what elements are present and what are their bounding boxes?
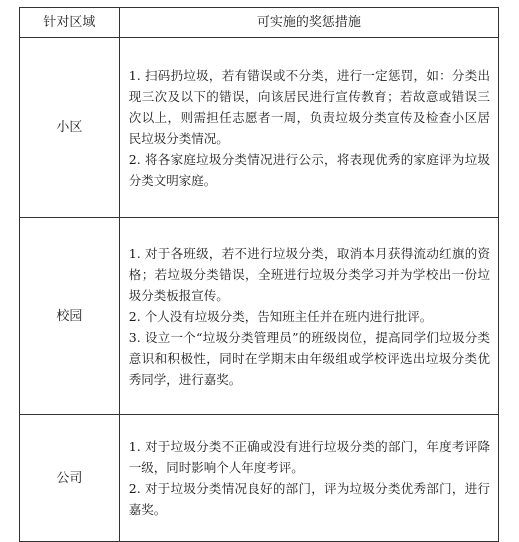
header-area: 针对区域 (20, 8, 120, 38)
measures-cell (119, 218, 498, 415)
table-row (20, 38, 499, 218)
measures-cell (119, 38, 498, 218)
table-row (20, 218, 499, 415)
header-measures: 可实施的奖惩措施 (119, 8, 498, 38)
measure-item: 2. 对于垃圾分类情况良好的部门，评为垃圾分类优秀部门，进行嘉奖。 (128, 481, 490, 517)
measure-item: 1. 对于垃圾分类不正确或没有进行垃圾分类的部门，年度考评降一级，同时影响个人年度考评。 (128, 439, 490, 475)
measure-item: 1. 对于各班级，若不进行垃圾分类，取消本月获得流动红旗的资格；若垃圾分类错误，全班进行垃圾分类学习并为学校出一份垃圾分类板报宣传。 (128, 245, 490, 303)
area-cell: 公司 (20, 415, 120, 542)
measure-item: 2. 将各家庭垃圾分类情况进行公示，将表现优秀的家庭评为垃圾分类文明家庭。 (128, 151, 490, 188)
area-cell: 小区 (20, 38, 120, 218)
area-cell: 校园 (20, 218, 120, 415)
measures-cell (119, 415, 498, 542)
reward-punishment-table (19, 7, 499, 542)
table-header-row (20, 8, 499, 38)
measure-item: 1. 扫码扔垃圾，若有错误或不分类，进行一定惩罚，如：分类出现三次及以下的错误，向该居民进行宣传教育；若故意或错误三次以上，则需担任志愿者一周，负责垃圾分类宣传及检查小区居民垃圾分类情况。 (128, 67, 490, 146)
table-row (20, 415, 499, 542)
measure-item: 2. 个人没有垃圾分类，告知班主任并在班内进行批评。 (128, 308, 433, 324)
measure-item: 3. 设立一个“垃圾分类管理员”的班级岗位，提高同学们垃圾分类意识和积极性，同时在学期末由年级组或学校评选出垃圾分类优秀同学，进行嘉奖。 (128, 329, 490, 387)
